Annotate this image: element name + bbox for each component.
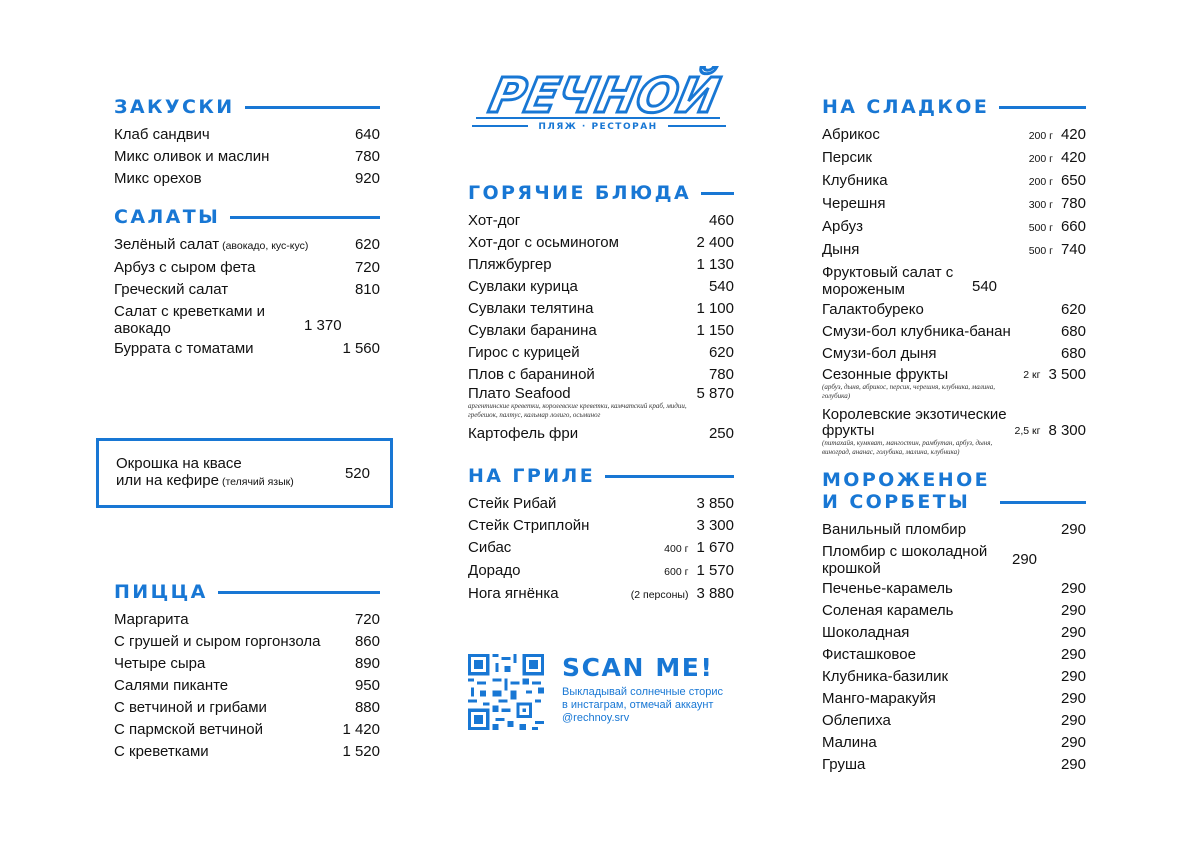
item-name: Смузи-бол клубника-банан (822, 323, 1011, 340)
item-name: Салат с креветками и авокадо (114, 303, 266, 337)
item-name: Шоколадная (822, 624, 910, 641)
item-price: 660 (1060, 218, 1086, 235)
menu-item (822, 622, 1086, 644)
menu-item (822, 578, 1086, 600)
menu-item (822, 343, 1086, 365)
item-price: 720 (354, 611, 380, 628)
item-price: 540 (708, 278, 734, 295)
section-header-dessert (822, 96, 1086, 118)
menu-item (114, 301, 380, 338)
item-weight: 500 г (1028, 222, 1053, 234)
item-price: 680 (1060, 345, 1086, 362)
section-title: ПИЦЦА (114, 581, 208, 603)
item-description: (питахайя, кумкват, мангостин, рамбутан, арбуз, дыня, виноград, ананас, голубика, малина, клубника) (822, 439, 993, 456)
item-price: 950 (354, 677, 380, 694)
menu-item (114, 719, 380, 741)
menu-item (468, 386, 734, 420)
item-name: Фруктовый салат с мороженым (822, 264, 954, 298)
middle-column (468, 60, 734, 606)
right-column (822, 96, 1086, 776)
menu-item (822, 600, 1086, 622)
item-name: Арбуз с сыром фета (114, 259, 256, 276)
item-name: Зелёный салат (авокадо, кус-кус) (114, 236, 309, 253)
scan-description: Выкладывай солнечные сторис в инстаграм, отмечай аккаунт @rechnoy.srv (562, 686, 724, 724)
item-name: Хот-дог с осьминогом (468, 234, 619, 251)
menu-item (114, 234, 380, 257)
item-name: Фисташковое (822, 646, 916, 663)
item-price: 860 (354, 633, 380, 650)
item-price: 1 570 (696, 562, 734, 579)
item-price: 880 (354, 699, 380, 716)
item-name: Малина (822, 734, 877, 751)
menu-item (468, 493, 734, 515)
item-weight: 200 г (1028, 176, 1053, 188)
item-weight: 500 г (1028, 245, 1053, 257)
okroshka-highlight-box (96, 438, 393, 508)
item-name: Окрошка на квасе или на кефире (телячий язык) (116, 455, 294, 489)
menu-item (114, 741, 380, 763)
item-name: Микс орехов (114, 170, 202, 187)
item-name: С креветками (114, 743, 209, 760)
item-name: Персик (822, 149, 872, 166)
menu-item (114, 279, 380, 301)
item-weight: 400 г (664, 543, 689, 555)
item-price: 3 880 (696, 585, 734, 602)
item-name: Стейк Стриплойн (468, 517, 590, 534)
menu-item (468, 583, 734, 606)
item-name: Плато Seafood аргентинские креветки, королевские креветки, камчатский краб, мидии, гребешок, палтус, кальмар лолиго, осьминог (468, 386, 696, 420)
section-rule (230, 216, 380, 219)
section-rule (701, 192, 734, 195)
item-weight: 600 г (664, 566, 689, 578)
section-rule (245, 106, 380, 109)
section-header-salads (114, 206, 380, 228)
item-price: 290 (1060, 602, 1086, 619)
section-title: САЛАТЫ (114, 206, 221, 228)
section-title: ЗАКУСКИ (114, 96, 235, 118)
item-weight: 200 г (1028, 130, 1053, 142)
item-price: 520 (344, 464, 370, 482)
item-name: Нога ягнёнка (468, 585, 559, 602)
menu-item (822, 666, 1086, 688)
item-price: 620 (1060, 301, 1086, 318)
menu-item (468, 232, 734, 254)
menu-item (468, 515, 734, 537)
item-name: Галактобуреко (822, 301, 924, 318)
item-price: 680 (1060, 323, 1086, 340)
item-name: Королевские экзотические фрукты (питахайя, кумкват, мангостин, рамбутан, арбуз, дыня, виноград, ананас, голубика, малина, клубника) (822, 407, 1015, 457)
item-name: Гирос с курицей (468, 344, 580, 361)
section-header-icecream (822, 469, 1086, 513)
menu-item (114, 631, 380, 653)
item-price: 920 (354, 170, 380, 187)
item-name: Клубника-базилик (822, 668, 949, 685)
item-name: Дыня (822, 241, 860, 258)
menu-item (822, 124, 1086, 147)
item-price: 8 300 (1048, 422, 1086, 439)
item-name: Печенье-карамель (822, 580, 953, 597)
menu-item (822, 710, 1086, 732)
menu-item (114, 124, 380, 146)
menu-item (822, 193, 1086, 216)
item-name: Облепиха (822, 712, 891, 729)
section-title: МОРОЖЕНОЕ И СОРБЕТЫ (822, 469, 991, 513)
item-price: 650 (1060, 172, 1086, 189)
item-price: 1 100 (696, 300, 734, 317)
item-name: Соленая карамель (822, 602, 954, 619)
item-name: Сибас (468, 539, 512, 556)
item-price: 780 (708, 366, 734, 383)
menu-item (822, 321, 1086, 343)
restaurant-logo (468, 60, 734, 142)
item-price: 290 (1060, 521, 1086, 538)
menu-item (468, 320, 734, 342)
menu-item (468, 423, 734, 445)
item-note: (авокадо, кус-кус) (222, 240, 309, 252)
logo-name: РЕЧНОЙ (484, 68, 725, 124)
pizza-section (114, 581, 380, 763)
menu-item (822, 365, 1086, 401)
item-price: 290 (1060, 756, 1086, 773)
instagram-handle[interactable]: @rechnoy.srv (562, 712, 630, 724)
menu-item (114, 675, 380, 697)
menu-item (468, 342, 734, 364)
menu-item (468, 560, 734, 583)
scan-me-block (468, 654, 758, 734)
item-name: Стейк Рибай (468, 495, 557, 512)
section-rule (999, 106, 1086, 109)
logo-tagline: ПЛЯЖ · РЕСТОРАН (538, 122, 658, 132)
section-header-grill (468, 465, 734, 487)
scan-text (562, 654, 723, 734)
item-name: Салями пиканте (114, 677, 229, 694)
item-price: 290 (1060, 668, 1086, 685)
menu-item (822, 541, 1086, 578)
item-name: Черешня (822, 195, 886, 212)
menu-item (114, 257, 380, 279)
section-title: ГОРЯЧИЕ БЛЮДА (468, 182, 692, 204)
section-rule (605, 475, 734, 478)
item-name: Клаб сандвич (114, 126, 210, 143)
item-weight: (2 персоны) (630, 589, 689, 601)
item-price: 420 (1060, 149, 1086, 166)
item-price: 1 670 (696, 539, 734, 556)
menu-item (822, 299, 1086, 321)
item-price: 290 (1060, 646, 1086, 663)
menu-item (822, 754, 1086, 776)
item-price: 290 (1060, 624, 1086, 641)
item-price: 1 370 (304, 317, 342, 334)
menu-item (468, 210, 734, 232)
item-price: 460 (708, 212, 734, 229)
menu-item (468, 298, 734, 320)
logo-graphic (468, 60, 734, 142)
menu-item (822, 688, 1086, 710)
item-name: С пармской ветчиной (114, 721, 263, 738)
item-price: 780 (354, 148, 380, 165)
item-price: 5 870 (696, 385, 734, 402)
menu-item (116, 455, 370, 491)
menu-item (822, 147, 1086, 170)
menu-item (114, 653, 380, 675)
item-price: 290 (1060, 580, 1086, 597)
item-name: С грушей и сыром горгонзола (114, 633, 321, 650)
menu-item (114, 697, 380, 719)
item-description: аргентинские креветки, королевские креветки, камчатский краб, мидии, гребешок, палтус, кальмар лолиго, осьминог (468, 402, 687, 419)
item-price: 1 150 (696, 322, 734, 339)
item-name: Груша (822, 756, 866, 773)
item-note: (телячий язык) (221, 476, 294, 488)
item-name: Сувлаки баранина (468, 322, 597, 339)
item-weight: 200 г (1028, 153, 1053, 165)
section-rule (218, 591, 380, 594)
menu-item (468, 254, 734, 276)
left-column (114, 96, 380, 360)
menu-item (822, 262, 1086, 299)
item-price: 290 (1060, 734, 1086, 751)
qr-code[interactable] (468, 654, 544, 730)
item-price: 720 (354, 259, 380, 276)
item-name: Сезонные фрукты (арбуз, дыня, абрикос, персик, черешня, клубника, малина, голубика) (822, 367, 1023, 401)
item-name: Пляжбургер (468, 256, 552, 273)
item-price: 620 (708, 344, 734, 361)
item-weight: 2,5 кг (1014, 425, 1041, 437)
item-name: Плов с бараниной (468, 366, 595, 383)
item-name: Смузи-бол дыня (822, 345, 937, 362)
item-price: 1 520 (342, 743, 380, 760)
item-price: 290 (1060, 712, 1086, 729)
item-price: 250 (708, 425, 734, 442)
item-price: 3 850 (696, 495, 734, 512)
item-price: 780 (1060, 195, 1086, 212)
menu-item (822, 401, 1086, 457)
item-name: Манго-маракуйя (822, 690, 936, 707)
item-name: С ветчиной и грибами (114, 699, 267, 716)
scan-title: SCAN ME! (562, 653, 714, 682)
item-price: 1 560 (342, 340, 380, 357)
item-price: 640 (354, 126, 380, 143)
item-price: 290 (1012, 551, 1038, 568)
menu-item (114, 338, 380, 360)
item-price: 540 (972, 278, 998, 295)
section-header-hot (468, 182, 734, 204)
item-name: Клубника (822, 172, 888, 189)
menu-item (114, 168, 380, 190)
menu-item (114, 609, 380, 631)
section-title: НА СЛАДКОЕ (822, 96, 990, 118)
item-weight: 300 г (1028, 199, 1053, 211)
item-description: (арбуз, дыня, абрикос, персик, черешня, клубника, малина, голубика) (822, 383, 996, 400)
section-header-snacks (114, 96, 380, 118)
menu-item (822, 170, 1086, 193)
item-name: Микс оливок и маслин (114, 148, 270, 165)
menu-item (822, 216, 1086, 239)
menu-item (468, 364, 734, 386)
menu-item (822, 732, 1086, 754)
section-rule (1000, 501, 1086, 504)
item-name: Буррата с томатами (114, 340, 254, 357)
item-name: Четыре сыра (114, 655, 206, 672)
menu-item (468, 537, 734, 560)
item-price: 740 (1060, 241, 1086, 258)
item-name: Сувлаки курица (468, 278, 578, 295)
section-header-pizza (114, 581, 380, 603)
item-weight: 2 кг (1023, 369, 1041, 381)
item-price: 810 (354, 281, 380, 298)
item-name: Греческий салат (114, 281, 229, 298)
item-name: Хот-дог (468, 212, 521, 229)
item-name: Арбуз (822, 218, 863, 235)
item-price: 290 (1060, 690, 1086, 707)
item-name: Дорадо (468, 562, 521, 579)
item-price: 3 300 (696, 517, 734, 534)
item-price: 3 500 (1048, 366, 1086, 383)
menu-item (822, 519, 1086, 541)
item-price: 1 420 (342, 721, 380, 738)
item-name: Ванильный пломбир (822, 521, 967, 538)
item-name: Сувлаки телятина (468, 300, 594, 317)
section-title: НА ГРИЛЕ (468, 465, 596, 487)
menu-item (822, 239, 1086, 262)
item-price: 890 (354, 655, 380, 672)
item-name: Пломбир с шоколадной крошкой (822, 543, 988, 577)
menu-item (822, 644, 1086, 666)
item-price: 1 130 (696, 256, 734, 273)
item-price: 420 (1060, 126, 1086, 143)
item-name: Картофель фри (468, 425, 579, 442)
item-name: Маргарита (114, 611, 189, 628)
menu-item (468, 276, 734, 298)
item-price: 2 400 (696, 234, 734, 251)
menu-item (114, 146, 380, 168)
item-price: 620 (354, 236, 380, 253)
item-name: Абрикос (822, 126, 880, 143)
